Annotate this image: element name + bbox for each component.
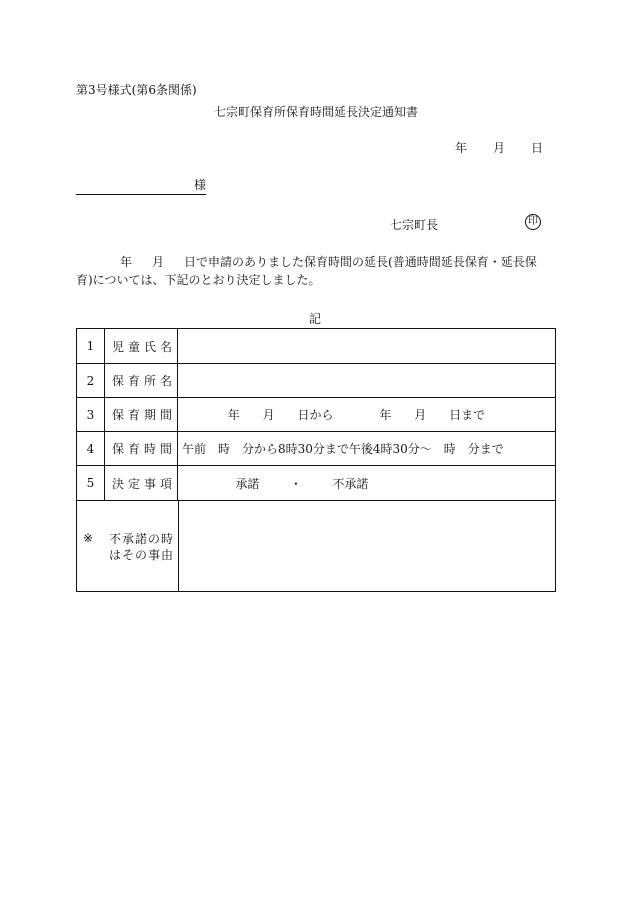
table-row bbox=[77, 364, 555, 398]
table-row bbox=[77, 432, 555, 466]
date-day: 日 bbox=[531, 141, 544, 155]
row-value bbox=[178, 329, 555, 363]
row-value bbox=[178, 364, 555, 397]
addressee-line bbox=[76, 176, 206, 195]
decision-table bbox=[76, 328, 556, 592]
document-title: 七宗町保育所保育時間延長決定通知書 bbox=[214, 105, 419, 119]
rejection-reason-row bbox=[77, 501, 555, 591]
row-number: 5 bbox=[77, 466, 105, 500]
table-row bbox=[77, 466, 555, 501]
issuer-name: 七宗町長 bbox=[390, 218, 439, 232]
row-label: 保育時間 bbox=[104, 432, 178, 465]
row-label: 保育期間 bbox=[104, 398, 178, 431]
row-label: 決定事項 bbox=[104, 466, 178, 500]
note-divider bbox=[178, 501, 179, 591]
care-hours-value: 午前 時 分から8時30分まで午後4時30分～ 時 分まで bbox=[182, 442, 504, 456]
row-value bbox=[178, 466, 555, 500]
note-label bbox=[109, 531, 174, 563]
row-label: 保育所名 bbox=[104, 364, 178, 397]
row-number: 1 bbox=[77, 329, 105, 363]
body-month: 月 bbox=[152, 255, 165, 269]
note-mark: ※ bbox=[83, 531, 94, 545]
seal-mark: 印 bbox=[525, 214, 541, 230]
ki-heading: 記 bbox=[309, 312, 322, 326]
body-text-line2: 育)については、下記のとおり決定しました。 bbox=[76, 273, 321, 287]
note-label-line2: はその事由 bbox=[109, 548, 175, 562]
care-period-value: 年 月 日から 年 月 日まで bbox=[182, 408, 486, 422]
table-row bbox=[77, 329, 555, 364]
row-number: 2 bbox=[77, 364, 105, 397]
row-label: 児童氏名 bbox=[104, 329, 178, 363]
body-year: 年 bbox=[120, 255, 133, 269]
body-text-line1 bbox=[120, 255, 537, 269]
date-month: 月 bbox=[493, 141, 506, 155]
row-value bbox=[178, 398, 555, 431]
row-number: 4 bbox=[77, 432, 105, 465]
table-row bbox=[77, 398, 555, 432]
note-label-line1: 不承諾の時 bbox=[109, 532, 175, 546]
row-value bbox=[178, 432, 555, 465]
decision-value: 承諾 ・ 不承諾 bbox=[182, 476, 369, 491]
date-year: 年 bbox=[455, 141, 468, 155]
body-rest: 日で申請のありました保育時間の延長(普通時間延長保育・延長保 bbox=[184, 255, 537, 269]
date-line bbox=[455, 141, 543, 155]
addressee-suffix: 様 bbox=[193, 178, 206, 192]
row-number: 3 bbox=[77, 398, 105, 431]
form-number: 第3号様式(第6条関係) bbox=[76, 83, 197, 97]
